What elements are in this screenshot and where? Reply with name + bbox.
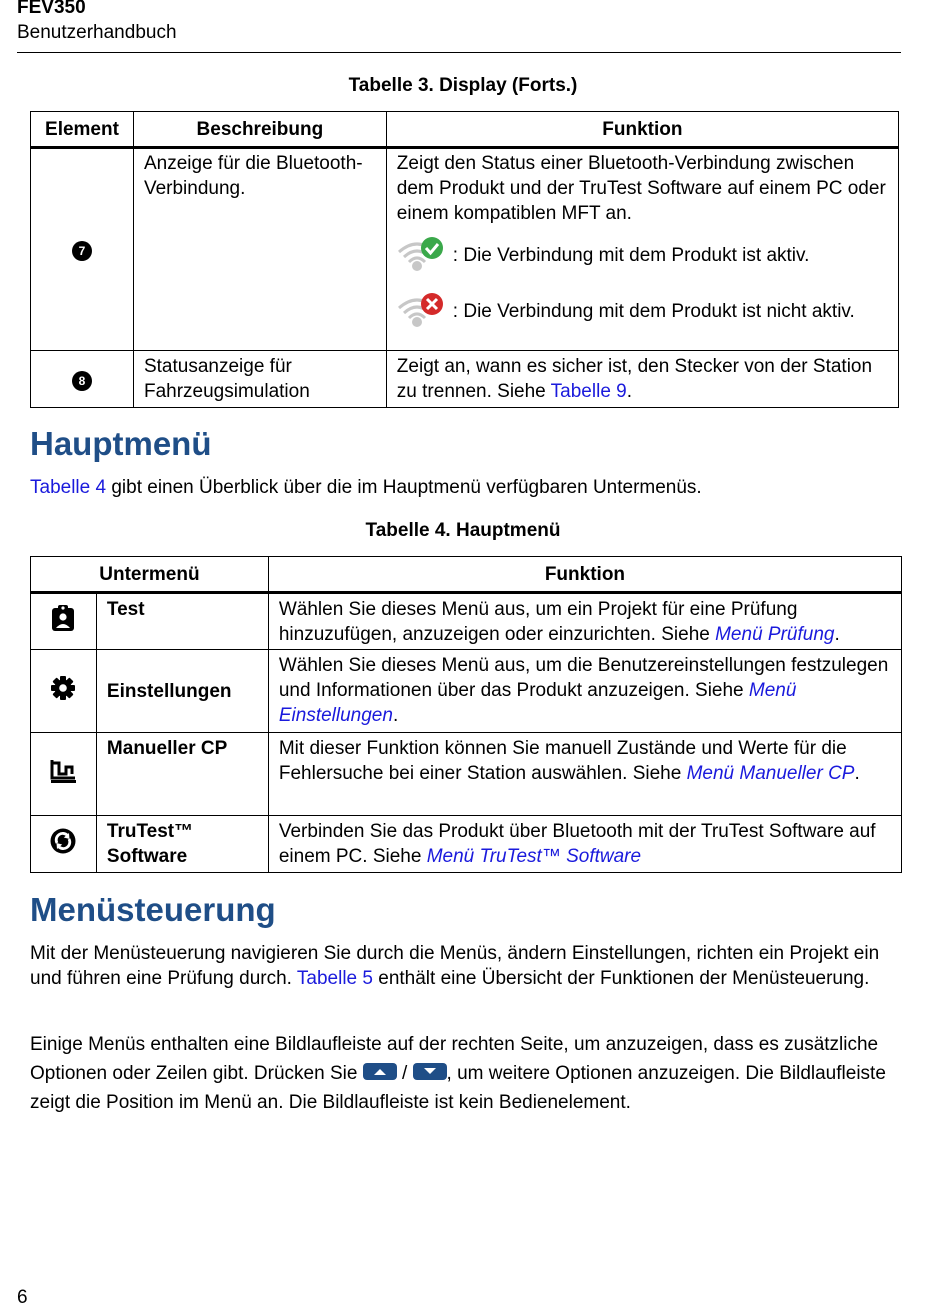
description-cell: Statusanzeige für Fahrzeugsimulation (133, 351, 386, 408)
header-divider (17, 52, 901, 53)
function-text: Zeigt den Status einer Bluetooth-Verbindung zwischen dem Produkt und der TruTest Software auf einem PC oder einem kompatiblen MFT an. (396, 153, 886, 224)
bluetooth-disconnected-icon (397, 292, 447, 330)
link-menu-trutest-software[interactable]: Menü TruTest™ Software (426, 846, 642, 867)
function-text: Zeigt an, wann es sicher ist, den Stecker von der Station zu trennen. Siehe (396, 356, 873, 402)
function-text-end: . (392, 705, 399, 726)
table-row (31, 593, 902, 650)
function-cell (268, 593, 901, 650)
description-cell: Anzeige für die Bluetooth-Verbindung. (133, 148, 386, 351)
submenu-name: TruTest™ Software (96, 816, 268, 873)
table4-caption: Tabelle 4. Hauptmenü (365, 520, 561, 541)
element-number-7: 7 (72, 241, 92, 261)
table4 (30, 556, 902, 873)
sync-icon (49, 827, 77, 855)
table3-header-row (31, 112, 899, 148)
document-title: Benutzerhandbuch (17, 22, 177, 43)
submenu-name: Manueller CP (96, 733, 268, 816)
column-header-element: Element (31, 112, 134, 148)
element-number-8: 8 (72, 371, 92, 391)
status-active-text: : Die Verbindung mit dem Produkt ist aktiv. (452, 244, 810, 266)
function-cell (386, 351, 898, 408)
function-text-end: . (834, 624, 840, 645)
submenu-name: Test (96, 593, 268, 650)
status-active-row (397, 236, 888, 274)
table-row (31, 650, 902, 733)
clipboard-person-icon (50, 604, 76, 632)
page-number: 6 (17, 1287, 28, 1308)
paragraph-text: Mit der Menüsteuerung navigieren Sie durch die Menüs, ändern Einstellungen, richten ein Projekt ein und führen eine Prüfung durch. (30, 943, 880, 989)
table-row (31, 148, 899, 351)
column-header-funktion: Funktion (268, 557, 901, 593)
table3 (30, 111, 899, 408)
menusteuerung-paragraph-2 (30, 1030, 910, 1117)
link-tabelle-4[interactable]: Tabelle 4 (30, 477, 107, 498)
section-heading-menusteuerung: Menüsteuerung (30, 891, 276, 928)
link-menu-einstellungen[interactable]: Menü Einstellungen (278, 680, 797, 726)
element-number-cell (31, 351, 134, 408)
function-cell (268, 816, 901, 873)
submenu-name: Einstellungen (96, 650, 268, 733)
bluetooth-connected-icon (397, 236, 447, 274)
function-cell (268, 733, 901, 816)
status-inactive-text: : Die Verbindung mit dem Produkt ist nicht aktiv. (452, 300, 855, 322)
table3-caption: Tabelle 3. Display (Forts.) (348, 75, 578, 96)
function-text: Wählen Sie dieses Menü aus, um ein Projekt für eine Prüfung hinzuzufügen, anzuzeigen oder einzurichten. Siehe (278, 599, 798, 645)
down-arrow-key-icon (413, 1063, 447, 1080)
control-pilot-icon (49, 758, 77, 784)
element-number-cell (31, 148, 134, 351)
table-row (31, 816, 902, 873)
table-row (31, 733, 902, 816)
function-cell (268, 650, 901, 733)
menusteuerung-paragraph-1 (30, 941, 910, 991)
function-text: Verbinden Sie das Produkt über Bluetooth mit der TruTest Software auf einem PC. Siehe (278, 821, 876, 867)
link-tabelle-9[interactable]: Tabelle 9 (550, 381, 627, 402)
table4-header-row (31, 557, 902, 593)
link-menu-manueller-cp[interactable]: Menü Manueller CP (686, 763, 855, 784)
status-inactive-row (397, 292, 888, 330)
function-text-end: . (854, 763, 860, 784)
gear-icon (50, 675, 76, 701)
section-heading-hauptmenu: Hauptmenü (30, 425, 212, 462)
hauptmenu-intro (30, 475, 910, 500)
up-arrow-key-icon (363, 1063, 397, 1080)
key-separator: / (396, 1063, 413, 1084)
function-cell (386, 148, 898, 351)
column-header-funktion: Funktion (386, 112, 898, 148)
paragraph-text: Einige Menüs enthalten eine Bildlaufleiste auf der rechten Seite, um anzuzeigen, dass es zusätzliche Optionen oder Zeilen gibt. Drücken Sie (30, 1034, 879, 1084)
product-name: FEV350 (17, 0, 86, 18)
link-menu-pruefung[interactable]: Menü Prüfung (715, 624, 835, 645)
paragraph-text-end: enthält eine Übersicht der Funktionen der Menüsteuerung. (372, 968, 870, 989)
column-header-beschreibung: Beschreibung (133, 112, 386, 148)
intro-text: gibt einen Überblick über die im Hauptmenü verfügbaren Untermenüs. (106, 477, 702, 498)
function-text-end: . (626, 381, 633, 402)
function-text: Mit dieser Funktion können Sie manuell Zustände und Werte für die Fehlersuche bei einer Station auswählen. Siehe (278, 738, 847, 784)
function-text: Wählen Sie dieses Menü aus, um die Benutzereinstellungen festzulegen und Informationen über das Produkt anzuzeigen. Siehe (278, 655, 889, 701)
paragraph-text-end: , um weitere Optionen anzuzeigen. Die Bildlaufleiste zeigt die Position im Menü an. Die Bildlaufleiste ist kein Bedienelement. (30, 1063, 886, 1113)
table-row (31, 351, 899, 408)
column-header-untermenu: Untermenü (31, 557, 269, 593)
link-tabelle-5[interactable]: Tabelle 5 (296, 968, 373, 989)
